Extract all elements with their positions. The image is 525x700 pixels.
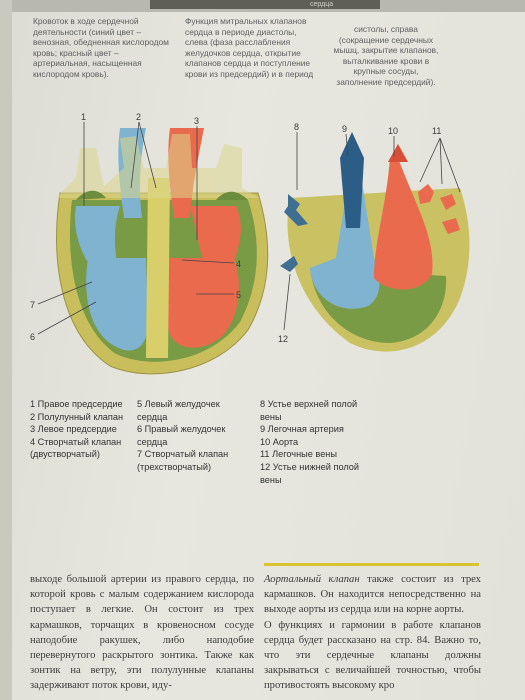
diagram-label-3: 3 — [194, 116, 200, 126]
heart-diagram-diastole — [20, 108, 280, 388]
legend-item: 10 Аорта — [260, 436, 299, 447]
aorta-arrow — [388, 144, 408, 162]
diagram-label-11: 11 — [432, 126, 442, 136]
legend-item: 11 Легочные вены — [260, 449, 337, 460]
legend-item: 2 Полулунный клапан — [30, 411, 124, 422]
body-paragraph — [264, 572, 481, 618]
legend-item: 5 Левый желудочек сердца — [137, 399, 220, 422]
body-paragraph: О функциях и гармонии в работе клапанов сердца будет рассказано на стр. 84. Важно то, что эти сердечные клапаны должны закрываться с величайшей точностью, чтобы противостоять высокому кро — [264, 619, 481, 692]
page-gutter — [0, 0, 12, 700]
legend-column-3 — [260, 398, 370, 486]
legend-item: 3 Левое предсердие — [30, 424, 117, 435]
diagram-label-10: 10 — [388, 126, 399, 136]
heart-diagram-systole — [270, 118, 510, 358]
legend-item: 6 Правый желудочек сердца — [137, 424, 226, 447]
label-line-12 — [284, 274, 290, 330]
diagram-label-1: 1 — [81, 112, 87, 122]
legend-item: 7 Створчатый клапан (трехстворчатый) — [137, 449, 229, 472]
diagram-label-2: 2 — [136, 112, 142, 122]
legend-column-1 — [30, 398, 130, 461]
diagram-label-5: 5 — [236, 290, 242, 300]
legend-item: 4 Створчатый клапан (двустворчатый) — [30, 436, 122, 460]
septum — [146, 178, 170, 358]
top-header-strip — [0, 0, 525, 12]
legend-item: 8 Устье верхней полой вены — [260, 399, 358, 422]
diagram-label-4: 4 — [236, 259, 242, 269]
running-title: сердца — [310, 1, 334, 8]
label-line-11a — [420, 138, 440, 182]
label-line-11b — [440, 138, 442, 184]
section-divider — [264, 563, 479, 566]
header-band — [150, 0, 380, 9]
legend-item: 1 Правое предсердие — [30, 399, 123, 409]
legend-column-2 — [137, 398, 252, 474]
aorta-red — [374, 158, 433, 290]
diagram-label-7: 7 — [30, 300, 36, 310]
body-text-span: также состоит из трех кармашков. Он находится непосредственно на выходе аорты из сердца или на корне аорты. — [264, 574, 481, 616]
top-vessels — [56, 134, 260, 198]
diagram-label-8: 8 — [294, 122, 300, 132]
diagram-label-12: 12 — [278, 334, 289, 344]
emphasis-term: Аортальный клапан — [264, 574, 360, 585]
figure-caption-right: систолы, справа (сокращение сердечных мышц, закрытие клапанов, выталкивание крови в крупные сосуды, заполнение предсердий). — [333, 24, 439, 87]
diagram-label-6: 6 — [30, 332, 36, 342]
body-column-right — [264, 572, 481, 694]
figure-caption-left: Кровоток в ходе сердечной деятельности (синий цвет – венозная, обедненная кислородом кровь; красный цвет – артериальная, насыщенная кислородом кровь). — [33, 16, 169, 79]
diagram-label-9: 9 — [342, 124, 348, 134]
body-column-left — [30, 572, 254, 694]
legend-item: 9 Легочная артерия — [260, 424, 344, 435]
label-line-11c — [440, 138, 460, 192]
figure-caption-middle: Функция митральных клапанов сердца в периоде диастолы, слева (фаза расслабления желудочков сердца, открытие клапанов сердца и поступление крови из предсердий) и в период — [185, 16, 314, 79]
legend-item: 12 Устье нижней полой вены — [260, 461, 360, 485]
body-paragraph: выходе большой артерии из правого сердца, по которой кровь с малым содержанием кислорода поступает в легкие. Он состоит из трех кармашков, торчащих в кровеносном сосуде наподобие ракушек, либо наподобие перевернутого раскрытого зонтика. Также как зонтик на ветру, эти полулунные клапаны задерживают поток крови, иду- — [30, 574, 254, 692]
